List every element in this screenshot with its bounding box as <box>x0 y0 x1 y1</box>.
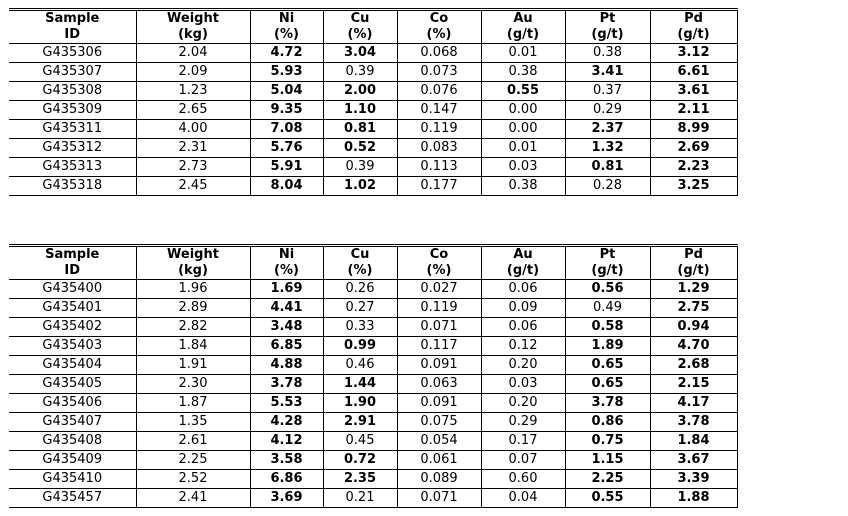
column-header-unit: (kg) <box>178 27 208 42</box>
column-header-sample-id <box>9 246 136 280</box>
column-header-unit: (g/t) <box>677 27 710 42</box>
cell-pt: 0.75 <box>565 432 650 451</box>
column-header-weight <box>136 10 250 44</box>
table-row <box>9 451 737 470</box>
cell-ni: 3.48 <box>250 318 323 337</box>
cell-co: 0.054 <box>397 432 481 451</box>
cell-weight: 2.30 <box>136 375 250 394</box>
cell-co: 0.113 <box>397 158 481 177</box>
table-row <box>9 337 737 356</box>
cell-au: 0.60 <box>481 470 565 489</box>
column-header-title: Pt <box>599 247 616 262</box>
cell-ni: 8.04 <box>250 177 323 196</box>
cell-cu: 0.21 <box>323 489 397 508</box>
cell-sample-id: G435410 <box>9 470 136 489</box>
table-body <box>9 44 737 196</box>
cell-weight: 2.52 <box>136 470 250 489</box>
table-row <box>9 139 737 158</box>
cell-pt: 3.78 <box>565 394 650 413</box>
table-row <box>9 158 737 177</box>
cell-sample-id: G435408 <box>9 432 136 451</box>
cell-au: 0.38 <box>481 177 565 196</box>
cell-au: 0.06 <box>481 280 565 299</box>
cell-cu: 3.04 <box>323 44 397 63</box>
table-row <box>9 413 737 432</box>
cell-ni: 5.93 <box>250 63 323 82</box>
cell-co: 0.091 <box>397 394 481 413</box>
cell-pt: 1.32 <box>565 139 650 158</box>
cell-pt: 2.37 <box>565 120 650 139</box>
cell-ni: 5.76 <box>250 139 323 158</box>
cell-pt: 0.81 <box>565 158 650 177</box>
cell-cu: 0.81 <box>323 120 397 139</box>
column-header-title: Pd <box>684 247 703 262</box>
column-header-title: Sample <box>45 11 100 26</box>
table-row <box>9 470 737 489</box>
cell-co: 0.119 <box>397 120 481 139</box>
cell-ni: 7.08 <box>250 120 323 139</box>
cell-pt: 0.56 <box>565 280 650 299</box>
cell-pt: 1.89 <box>565 337 650 356</box>
cell-weight: 2.89 <box>136 299 250 318</box>
cell-sample-id: G435307 <box>9 63 136 82</box>
cell-sample-id: G435318 <box>9 177 136 196</box>
column-header-unit: (g/t) <box>677 263 710 278</box>
cell-co: 0.083 <box>397 139 481 158</box>
column-header-unit: (kg) <box>178 263 208 278</box>
cell-au: 0.03 <box>481 375 565 394</box>
column-header-title: Cu <box>350 247 370 262</box>
table-row <box>9 356 737 375</box>
column-header-title: Au <box>513 247 533 262</box>
cell-pt: 0.58 <box>565 318 650 337</box>
cell-au: 0.20 <box>481 394 565 413</box>
cell-pd: 1.88 <box>650 489 737 508</box>
cell-au: 0.09 <box>481 299 565 318</box>
cell-au: 0.20 <box>481 356 565 375</box>
cell-ni: 3.69 <box>250 489 323 508</box>
column-header-co <box>397 246 481 280</box>
column-header-pd <box>650 10 737 44</box>
cell-cu: 0.33 <box>323 318 397 337</box>
cell-pt: 3.41 <box>565 63 650 82</box>
cell-weight: 2.45 <box>136 177 250 196</box>
cell-ni: 4.72 <box>250 44 323 63</box>
cell-pt: 0.55 <box>565 489 650 508</box>
cell-au: 0.29 <box>481 413 565 432</box>
cell-co: 0.068 <box>397 44 481 63</box>
cell-ni: 5.04 <box>250 82 323 101</box>
cell-co: 0.147 <box>397 101 481 120</box>
cell-sample-id: G435309 <box>9 101 136 120</box>
column-header-sample-id <box>9 10 136 44</box>
table-row <box>9 375 737 394</box>
header-row <box>9 10 737 44</box>
cell-cu: 1.10 <box>323 101 397 120</box>
column-header-unit: (%) <box>347 263 373 278</box>
cell-cu: 1.90 <box>323 394 397 413</box>
assay-table-2 <box>9 244 738 508</box>
column-header-unit: ID <box>64 263 81 278</box>
column-header-title: Co <box>429 11 449 26</box>
cell-sample-id: G435405 <box>9 375 136 394</box>
column-header-unit: (%) <box>274 263 299 278</box>
cell-cu: 0.39 <box>323 158 397 177</box>
cell-sample-id: G435409 <box>9 451 136 470</box>
column-header-unit: (%) <box>274 27 299 42</box>
cell-co: 0.071 <box>397 318 481 337</box>
cell-sample-id: G435401 <box>9 299 136 318</box>
column-header-title: Pd <box>684 11 703 26</box>
cell-weight: 1.84 <box>136 337 250 356</box>
column-header-au <box>481 246 565 280</box>
column-header-title: Pt <box>599 11 616 26</box>
cell-au: 0.07 <box>481 451 565 470</box>
cell-au: 0.01 <box>481 44 565 63</box>
cell-co: 0.071 <box>397 489 481 508</box>
cell-weight: 1.87 <box>136 394 250 413</box>
cell-weight: 4.00 <box>136 120 250 139</box>
column-header-cu <box>323 10 397 44</box>
column-header-unit: (g/t) <box>506 27 540 42</box>
cell-sample-id: G435457 <box>9 489 136 508</box>
cell-weight: 1.23 <box>136 82 250 101</box>
cell-sample-id: G435406 <box>9 394 136 413</box>
cell-pd: 2.69 <box>650 139 737 158</box>
cell-ni: 1.69 <box>250 280 323 299</box>
column-header-unit: (%) <box>426 263 452 278</box>
cell-sample-id: G435403 <box>9 337 136 356</box>
column-header-title: Sample <box>45 247 100 262</box>
column-header-title: Au <box>513 11 533 26</box>
table-row <box>9 44 737 63</box>
cell-sample-id: G435312 <box>9 139 136 158</box>
table-header <box>9 10 737 44</box>
cell-co: 0.061 <box>397 451 481 470</box>
cell-cu: 0.45 <box>323 432 397 451</box>
cell-co: 0.177 <box>397 177 481 196</box>
cell-sample-id: G435400 <box>9 280 136 299</box>
table-row <box>9 489 737 508</box>
cell-au: 0.04 <box>481 489 565 508</box>
table-row <box>9 318 737 337</box>
cell-cu: 0.72 <box>323 451 397 470</box>
cell-weight: 2.61 <box>136 432 250 451</box>
cell-sample-id: G435311 <box>9 120 136 139</box>
header-row <box>9 246 737 280</box>
cell-pd: 3.61 <box>650 82 737 101</box>
cell-weight: 2.04 <box>136 44 250 63</box>
cell-pt: 0.37 <box>565 82 650 101</box>
cell-pt: 0.28 <box>565 177 650 196</box>
cell-co: 0.117 <box>397 337 481 356</box>
cell-pt: 0.86 <box>565 413 650 432</box>
table-row <box>9 120 737 139</box>
cell-pd: 3.39 <box>650 470 737 489</box>
table-row <box>9 299 737 318</box>
column-header-unit: (g/t) <box>506 263 540 278</box>
cell-co: 0.091 <box>397 356 481 375</box>
cell-pt: 0.65 <box>565 375 650 394</box>
column-header-unit: (g/t) <box>591 27 624 42</box>
cell-weight: 2.82 <box>136 318 250 337</box>
cell-pd: 2.75 <box>650 299 737 318</box>
cell-weight: 1.35 <box>136 413 250 432</box>
cell-co: 0.073 <box>397 63 481 82</box>
cell-cu: 2.91 <box>323 413 397 432</box>
cell-au: 0.06 <box>481 318 565 337</box>
cell-ni: 4.12 <box>250 432 323 451</box>
cell-weight: 2.09 <box>136 63 250 82</box>
cell-cu: 0.52 <box>323 139 397 158</box>
column-header-ni <box>250 10 323 44</box>
assay-table-1 <box>9 8 738 196</box>
cell-cu: 0.46 <box>323 356 397 375</box>
cell-pd: 1.84 <box>650 432 737 451</box>
cell-cu: 2.00 <box>323 82 397 101</box>
cell-sample-id: G435313 <box>9 158 136 177</box>
column-header-pt <box>565 10 650 44</box>
column-header-pt <box>565 246 650 280</box>
cell-weight: 2.41 <box>136 489 250 508</box>
table-row <box>9 394 737 413</box>
cell-sample-id: G435308 <box>9 82 136 101</box>
column-header-unit: (%) <box>347 27 373 42</box>
column-header-pd <box>650 246 737 280</box>
column-header-unit: ID <box>64 27 81 42</box>
cell-co: 0.027 <box>397 280 481 299</box>
cell-pd: 2.11 <box>650 101 737 120</box>
cell-cu: 0.39 <box>323 63 397 82</box>
cell-pt: 0.49 <box>565 299 650 318</box>
cell-co: 0.089 <box>397 470 481 489</box>
cell-pd: 4.70 <box>650 337 737 356</box>
table-body <box>9 280 737 508</box>
cell-weight: 2.73 <box>136 158 250 177</box>
cell-au: 0.01 <box>481 139 565 158</box>
table-row <box>9 280 737 299</box>
cell-co: 0.063 <box>397 375 481 394</box>
cell-au: 0.55 <box>481 82 565 101</box>
cell-pd: 3.78 <box>650 413 737 432</box>
column-header-co <box>397 10 481 44</box>
cell-ni: 6.85 <box>250 337 323 356</box>
cell-cu: 0.27 <box>323 299 397 318</box>
cell-ni: 3.58 <box>250 451 323 470</box>
cell-au: 0.17 <box>481 432 565 451</box>
cell-pd: 2.15 <box>650 375 737 394</box>
column-header-au <box>481 10 565 44</box>
cell-pd: 3.12 <box>650 44 737 63</box>
cell-au: 0.12 <box>481 337 565 356</box>
table-row <box>9 101 737 120</box>
cell-pd: 3.25 <box>650 177 737 196</box>
cell-pd: 2.23 <box>650 158 737 177</box>
cell-pt: 2.25 <box>565 470 650 489</box>
cell-cu: 1.02 <box>323 177 397 196</box>
cell-pd: 6.61 <box>650 63 737 82</box>
cell-ni: 4.88 <box>250 356 323 375</box>
table-header <box>9 246 737 280</box>
cell-sample-id: G435306 <box>9 44 136 63</box>
cell-co: 0.076 <box>397 82 481 101</box>
column-header-weight <box>136 246 250 280</box>
cell-ni: 5.53 <box>250 394 323 413</box>
column-header-unit: (g/t) <box>591 263 624 278</box>
cell-au: 0.38 <box>481 63 565 82</box>
column-header-cu <box>323 246 397 280</box>
cell-weight: 1.96 <box>136 280 250 299</box>
cell-pd: 0.94 <box>650 318 737 337</box>
column-header-title: Ni <box>278 247 295 262</box>
column-header-title: Cu <box>350 11 370 26</box>
cell-cu: 2.35 <box>323 470 397 489</box>
column-header-title: Weight <box>167 11 219 26</box>
cell-pd: 1.29 <box>650 280 737 299</box>
cell-co: 0.075 <box>397 413 481 432</box>
cell-co: 0.119 <box>397 299 481 318</box>
cell-pd: 8.99 <box>650 120 737 139</box>
table-row <box>9 82 737 101</box>
cell-weight: 2.25 <box>136 451 250 470</box>
cell-weight: 2.65 <box>136 101 250 120</box>
cell-ni: 3.78 <box>250 375 323 394</box>
cell-pt: 0.38 <box>565 44 650 63</box>
cell-pt: 0.65 <box>565 356 650 375</box>
table-row <box>9 432 737 451</box>
cell-sample-id: G435402 <box>9 318 136 337</box>
cell-sample-id: G435407 <box>9 413 136 432</box>
cell-ni: 6.86 <box>250 470 323 489</box>
cell-au: 0.00 <box>481 101 565 120</box>
cell-cu: 1.44 <box>323 375 397 394</box>
cell-weight: 2.31 <box>136 139 250 158</box>
cell-weight: 1.91 <box>136 356 250 375</box>
column-header-unit: (%) <box>426 27 452 42</box>
cell-ni: 5.91 <box>250 158 323 177</box>
cell-au: 0.00 <box>481 120 565 139</box>
cell-ni: 9.35 <box>250 101 323 120</box>
cell-pd: 3.67 <box>650 451 737 470</box>
column-header-title: Ni <box>278 11 295 26</box>
column-header-title: Co <box>429 247 449 262</box>
cell-ni: 4.28 <box>250 413 323 432</box>
column-header-title: Weight <box>167 247 219 262</box>
cell-sample-id: G435404 <box>9 356 136 375</box>
table-row <box>9 63 737 82</box>
table-row <box>9 177 737 196</box>
column-header-ni <box>250 246 323 280</box>
cell-pd: 4.17 <box>650 394 737 413</box>
cell-pd: 2.68 <box>650 356 737 375</box>
cell-pt: 1.15 <box>565 451 650 470</box>
cell-ni: 4.41 <box>250 299 323 318</box>
cell-pt: 0.29 <box>565 101 650 120</box>
cell-cu: 0.26 <box>323 280 397 299</box>
cell-au: 0.03 <box>481 158 565 177</box>
cell-cu: 0.99 <box>323 337 397 356</box>
